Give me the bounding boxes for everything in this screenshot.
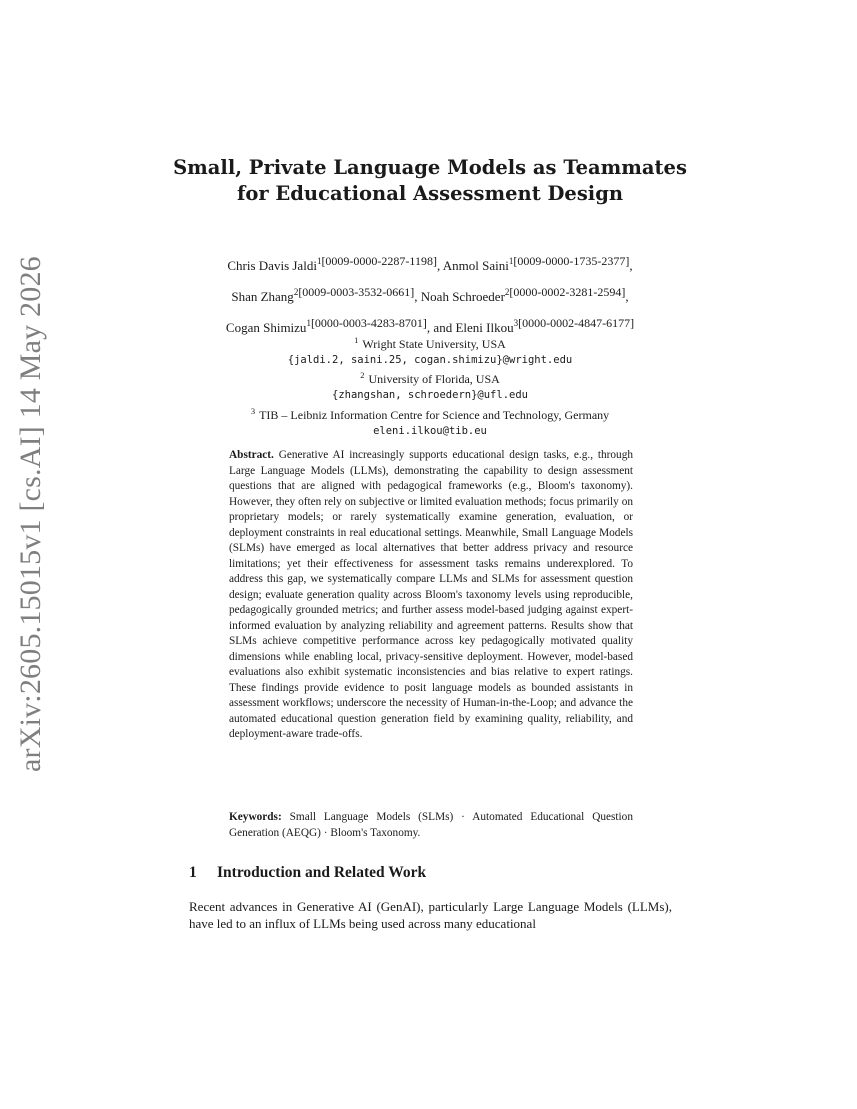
affiliation-mark: 1	[354, 335, 359, 345]
abstract	[229, 448, 633, 743]
affiliation-email: eleni.ilkou@tib.eu	[373, 424, 487, 437]
paper-title	[140, 155, 720, 207]
keywords	[229, 810, 633, 841]
keywords-label: Keywords:	[229, 811, 282, 823]
author-name: Shan Zhang	[231, 289, 294, 304]
author-orcid: [0009-0000-1735-2377]	[513, 254, 630, 268]
affiliation-list	[150, 333, 710, 439]
affiliation-mark: 3	[250, 405, 256, 416]
author-affiliation-mark: 3	[513, 318, 519, 328]
author-name: Chris Davis Jaldi	[227, 258, 317, 273]
author-orcid: [0009-0003-3532-0661]	[298, 285, 415, 299]
title-line-2: for Educational Assessment Design	[236, 182, 624, 205]
section-heading	[189, 864, 426, 882]
author-separator: , and	[426, 320, 456, 335]
author-affiliation-mark: 1	[508, 256, 514, 266]
author-name: Anmol Saini	[442, 258, 509, 273]
arxiv-identifier: arXiv:2605.15015v1 [cs.AI] 14 May 2026	[14, 256, 47, 772]
section-number: 1	[189, 864, 197, 881]
author-name: Noah Schroeder	[420, 289, 505, 304]
affiliation-2	[150, 368, 710, 388]
affiliation-name: Wright State University, USA	[362, 337, 506, 351]
author-separator: ,	[436, 258, 443, 273]
abstract-text: Generative AI increasingly supports educational design tasks, e.g., through Large Language Models (LLMs), demonstrating the capability to design assessment questions that are aligned with pedagogical frameworks (e.g., Bloom's taxonomy). However, they often rely on subjective or limited evaluation methods; focus primarily on proprietary models; or rarely systematically examine generation, evaluation, or deployment constraints in real educational settings. Meanwhile, Small Language Models (SLMs) have emerged as local alternatives that better address privacy and resource limitations; yet their effectiveness for assessment tasks remains underexplored. To address this gap, we systematically compare LLMs and SLMs for assessment question design; evaluate generation quality across Bloom's taxonomy levels using reproducible, pedagogically grounded metrics; and further assess model-based judging against expert-informed evaluation by analyzing reliability and agreement patterns. Results show that SLMs achieve competitive performance across key pedagogically motivated quality dimensions while enabling local, privacy-sensitive deployment. However, model-based evaluations also exhibit systematic inconsistencies and bias relative to expert ratings. These findings provide evidence to posit language models as bounded assistants in assessment workflows; underscore the necessity of Human-in-the-Loop; and advance the automated educational question generation field by examining quality, reliability, and deployment-aware trade-offs.	[229, 449, 633, 740]
section-title: Introduction and Related Work	[217, 864, 427, 881]
author-line-1	[150, 248, 710, 279]
abstract-label: Abstract.	[229, 449, 274, 461]
affiliation-mark: 2	[360, 370, 365, 381]
body-paragraph: Recent advances in Generative AI (GenAI), particularly Large Language Models (LLMs), have led to an influx of LLMs being used across many educational	[189, 899, 672, 931]
author-name: Cogan Shimizu	[225, 320, 307, 335]
author-affiliation-mark: 2	[504, 287, 510, 297]
author-affiliation-mark: 1	[306, 318, 311, 328]
title-line-1: Small, Private Language Models as Teammates	[173, 156, 687, 179]
author-line-2	[150, 279, 710, 310]
author-orcid: [0000-0002-3281-2594]	[509, 285, 626, 299]
author-separator: ,	[414, 289, 421, 304]
author-orcid: [0000-0003-4283-8701]	[310, 316, 427, 330]
author-orcid: [0009-0000-2287-1198]	[321, 254, 437, 268]
affiliation-email: {zhangshan, schroedern}@ufl.edu	[332, 389, 528, 402]
author-name: Eleni Ilkou	[455, 320, 514, 335]
affiliation-name: TIB – Leibniz Information Centre for Science and Technology, Germany	[259, 407, 610, 422]
author-affiliation-mark: 2	[293, 287, 299, 297]
author-separator: ,	[629, 258, 633, 273]
author-affiliation-mark: 1	[316, 256, 322, 266]
affiliation-1	[150, 333, 710, 353]
author-list	[150, 248, 710, 341]
affiliation-email: {jaldi.2, saini.25, cogan.shimizu}@wright.edu	[287, 353, 573, 366]
keywords-text: Small Language Models (SLMs) · Automated Educational Question Generation (AEQG) · Bloom's Taxonomy.	[229, 811, 633, 839]
affiliation-name: University of Florida, USA	[368, 372, 500, 387]
author-separator: ,	[625, 289, 629, 304]
affiliation-3	[150, 404, 710, 424]
author-orcid: [0000-0002-4847-6177]	[518, 316, 635, 330]
